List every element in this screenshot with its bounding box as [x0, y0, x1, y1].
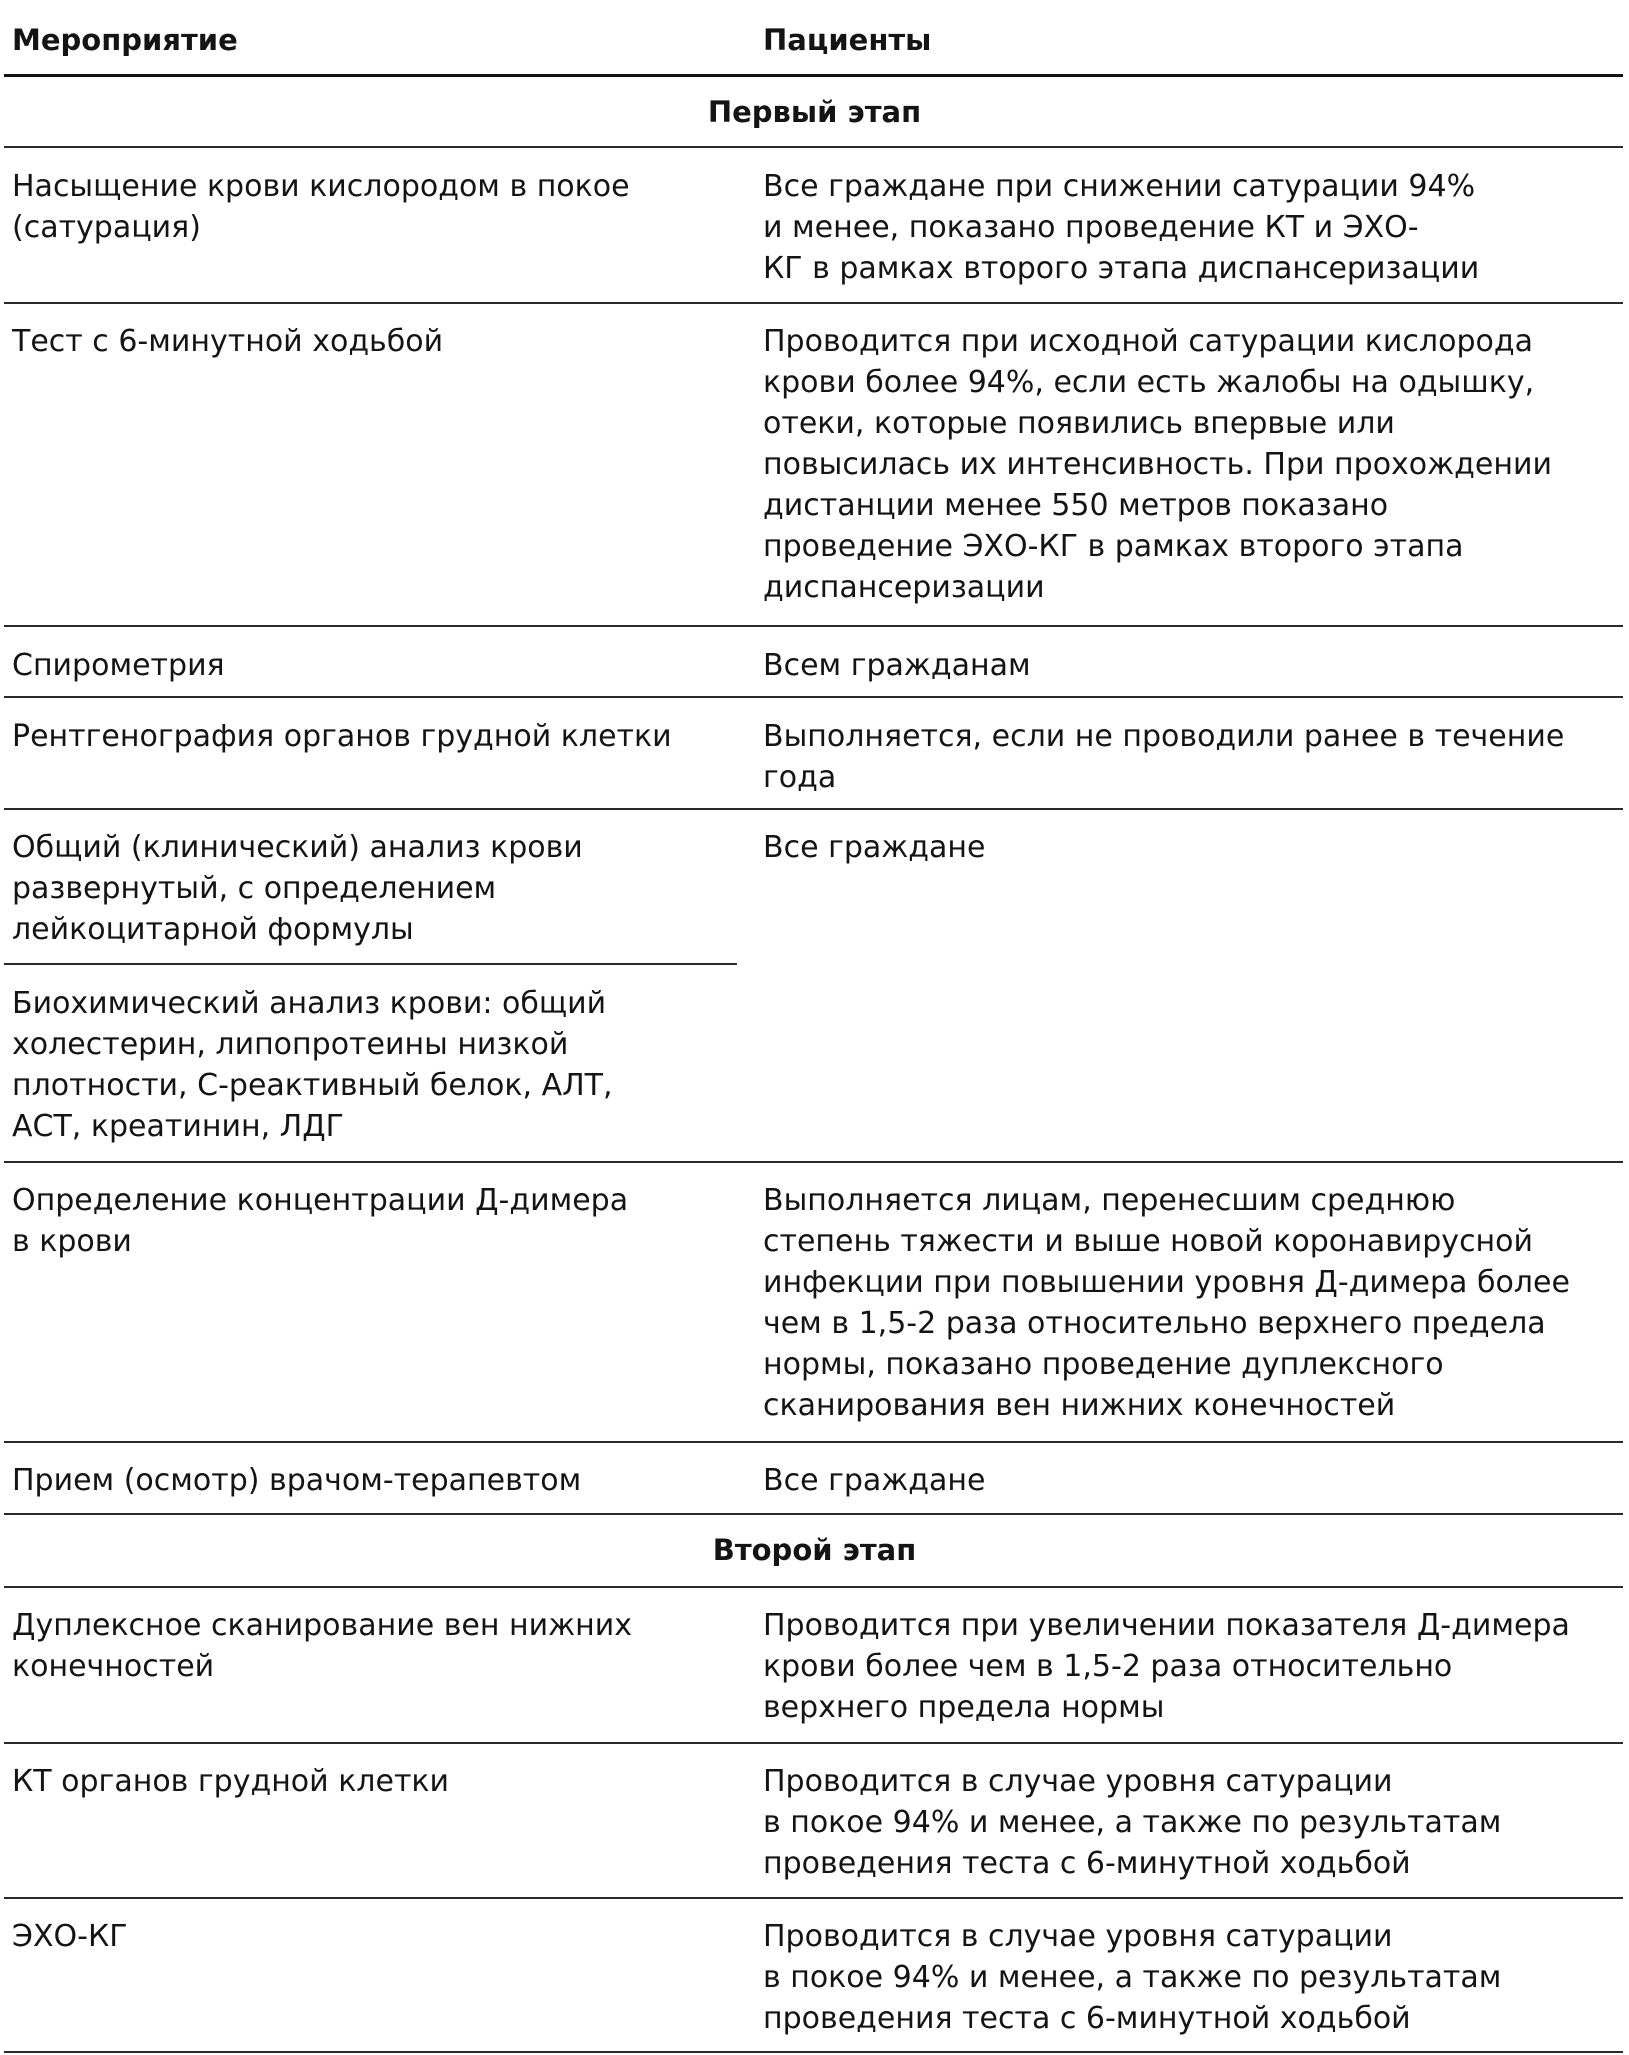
- row-divider: [4, 302, 1623, 304]
- cell-text-line: КТ органов грудной клетки: [12, 1764, 450, 1799]
- activity-cell: [12, 1916, 128, 1957]
- row-divider: [4, 1161, 1623, 1163]
- cell-text-line: АСТ, креатинин, ЛДГ: [12, 1109, 344, 1144]
- row-divider-partial: [4, 963, 737, 965]
- cell-text-line: Все граждане: [763, 1463, 986, 1498]
- cell-text-line: Проводится в случае уровня сатурации: [763, 1919, 1393, 1954]
- column-header-activity: Мероприятие: [12, 23, 238, 57]
- cell-text-line: нормы, показано проведение дуплексного: [763, 1347, 1444, 1382]
- patients-cell: [763, 827, 985, 868]
- patients-cell: [763, 645, 1031, 686]
- row-divider: [4, 1586, 1623, 1588]
- cell-text-line: дистанции менее 550 метров показано: [763, 488, 1389, 523]
- activity-cell: [12, 1180, 628, 1262]
- cell-text-line: инфекции при повышении уровня Д-димера более: [763, 1265, 1570, 1300]
- activity-cell: [12, 1761, 449, 1802]
- patients-cell: [763, 1605, 1570, 1728]
- cell-text-line: Тест с 6-минутной ходьбой: [12, 324, 444, 359]
- row-divider: [4, 625, 1623, 627]
- patients-cell: [763, 1460, 985, 1501]
- cell-text-line: Проводится при увеличении показателя Д-димера: [763, 1608, 1570, 1643]
- row-divider: [4, 146, 1623, 148]
- cell-text-line: холестерин, липопротеины низкой: [12, 1027, 569, 1062]
- cell-text-line: проведения теста с 6-минутной ходьбой: [763, 1846, 1411, 1881]
- row-divider: [4, 1513, 1623, 1515]
- stage-title-second: Второй этап: [712, 1533, 917, 1567]
- cell-text-line: в покое 94% и менее, а также по результатам: [763, 1805, 1502, 1840]
- cell-text-line: крови более 94%, если есть жалобы на одышку,: [763, 365, 1535, 400]
- patients-cell: [763, 1916, 1501, 2039]
- cell-text-line: и менее, показано проведение КТ и ЭХО-: [763, 210, 1419, 245]
- activity-cell: [12, 827, 583, 950]
- cell-text-line: Прием (осмотр) врачом-терапевтом: [12, 1463, 582, 1498]
- activity-cell: [12, 1605, 632, 1687]
- cell-text-line: Выполняется лицам, перенесшим среднюю: [763, 1183, 1456, 1218]
- patients-cell: [763, 1761, 1501, 1884]
- patients-cell: [763, 166, 1479, 289]
- cell-text-line: конечностей: [12, 1649, 215, 1684]
- cell-text-line: Всем гражданам: [763, 648, 1031, 683]
- cell-text-line: плотности, С-реактивный белок, АЛТ,: [12, 1068, 613, 1103]
- cell-text-line: Определение концентрации Д-димера: [12, 1183, 629, 1218]
- activity-cell: [12, 645, 225, 686]
- cell-text-line: лейкоцитарной формулы: [12, 912, 414, 947]
- cell-text-line: Общий (клинический) анализ крови: [12, 830, 583, 865]
- patients-cell: [763, 716, 1564, 798]
- cell-text-line: КГ в рамках второго этапа диспансеризации: [763, 251, 1480, 286]
- cell-text-line: диспансеризации: [763, 570, 1045, 605]
- cell-text-line: повысилась их интенсивность. При прохождении: [763, 447, 1552, 482]
- cell-text-line: Дуплексное сканирование вен нижних: [12, 1608, 632, 1643]
- cell-text-line: проведения теста с 6-минутной ходьбой: [763, 2001, 1411, 2036]
- cell-text-line: Насыщение крови кислородом в покое: [12, 169, 630, 204]
- column-header-patients: Пациенты: [763, 23, 932, 57]
- row-divider: [4, 1441, 1623, 1443]
- cell-text-line: Биохимический анализ крови: общий: [12, 986, 607, 1021]
- row-divider: [4, 1742, 1623, 1744]
- cell-text-line: Все граждане: [763, 830, 986, 865]
- cell-text-line: отеки, которые появились впервые или: [763, 406, 1395, 441]
- cell-text-line: верхнего предела нормы: [763, 1690, 1165, 1725]
- cell-text-line: развернутый, с определением: [12, 871, 497, 906]
- cell-text-line: в крови: [12, 1224, 132, 1259]
- cell-text-line: Рентгенография органов грудной клетки: [12, 719, 672, 754]
- row-divider: [4, 808, 1623, 810]
- cell-text-line: Спирометрия: [12, 648, 225, 683]
- row-divider: [4, 1897, 1623, 1899]
- activity-cell: [12, 1460, 581, 1501]
- activity-cell: [12, 716, 672, 757]
- cell-text-line: степень тяжести и выше новой коронавирусной: [763, 1224, 1534, 1259]
- cell-text-line: чем в 1,5-2 раза относительно верхнего предела: [763, 1306, 1546, 1341]
- cell-text-line: Выполняется, если не проводили ранее в течение: [763, 719, 1565, 754]
- cell-text-line: крови более чем в 1,5-2 раза относительно: [763, 1649, 1453, 1684]
- stage-title-first: Первый этап: [707, 95, 922, 129]
- patients-cell: [763, 321, 1552, 608]
- activity-cell: [12, 321, 443, 362]
- row-divider: [4, 696, 1623, 698]
- activity-cell: [12, 983, 613, 1147]
- cell-text-line: Все граждане при снижении сатурации 94%: [763, 169, 1476, 204]
- cell-text-line: в покое 94% и менее, а также по результатам: [763, 1960, 1502, 1995]
- cell-text-line: Проводится при исходной сатурации кислорода: [763, 324, 1533, 359]
- cell-text-line: года: [763, 760, 837, 795]
- header-divider: [4, 74, 1623, 77]
- activity-cell: [12, 166, 630, 248]
- cell-text-line: сканирования вен нижних конечностей: [763, 1388, 1396, 1423]
- cell-text-line: (сатурация): [12, 210, 201, 245]
- patients-cell: [763, 1180, 1570, 1426]
- cell-text-line: проведение ЭХО-КГ в рамках второго этапа: [763, 529, 1464, 564]
- table-bottom-border: [4, 2051, 1623, 2053]
- cell-text-line: Проводится в случае уровня сатурации: [763, 1764, 1393, 1799]
- cell-text-line: ЭХО-КГ: [12, 1919, 128, 1954]
